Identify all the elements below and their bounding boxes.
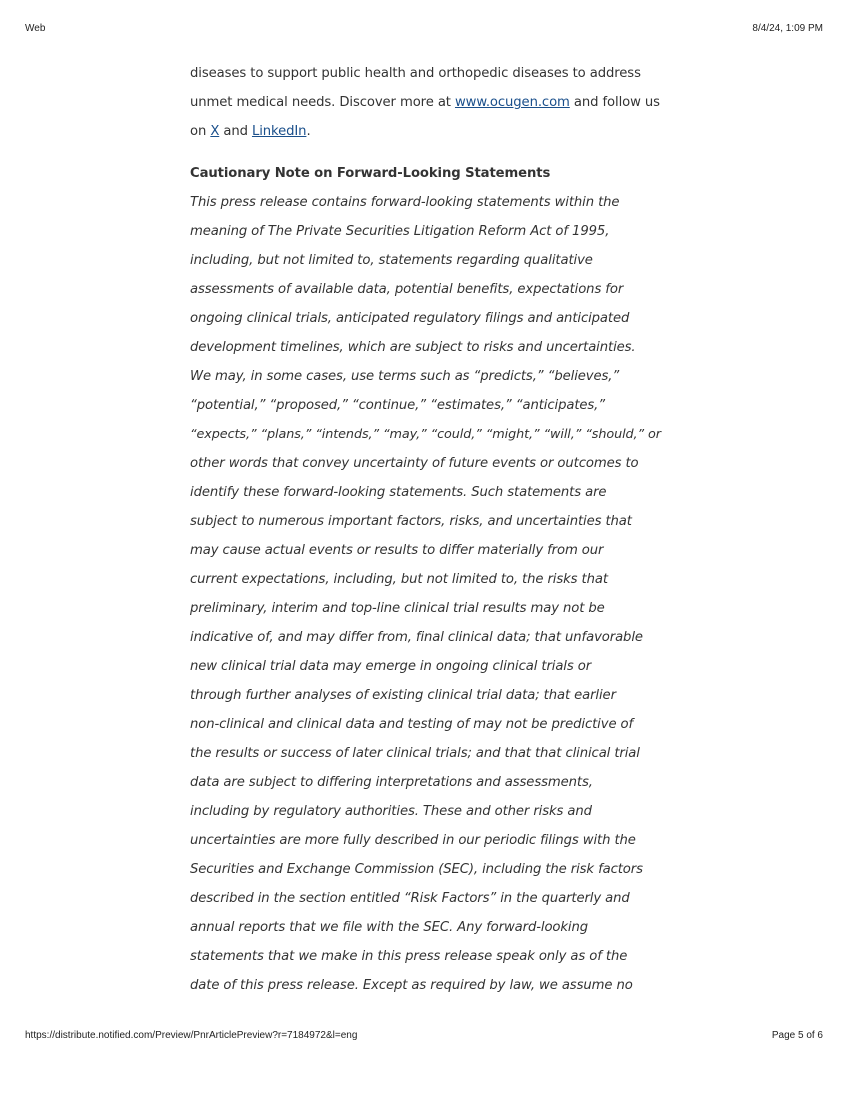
- cautionary-heading: Cautionary Note on Forward-Looking Statements: [190, 166, 551, 181]
- statement-line: subject to numerous important factors, risks, and uncertainties that: [190, 514, 632, 529]
- statement-line: preliminary, interim and top-line clinical trial results may not be: [190, 601, 605, 616]
- cautionary-statement: [190, 188, 665, 1000]
- statement-line: may cause actual events or results to differ materially from our: [190, 543, 604, 558]
- article-body: [190, 59, 665, 1000]
- statement-line: through further analyses of existing clinical trial data; that earlier: [190, 688, 616, 703]
- statement-line: identify these forward-looking statements. Such statements are: [190, 485, 607, 500]
- intro-text-2: and follow us on: [190, 95, 660, 139]
- statement-line: “potential,” “proposed,” “continue,” “estimates,” “anticipates,”: [190, 398, 606, 413]
- statement-line: date of this press release. Except as required by law, we assume no: [190, 978, 633, 993]
- intro-text-1: diseases to support public health and orthopedic diseases to address unmet medical needs. Discover more at: [190, 66, 641, 110]
- statement-line: including by regulatory authorities. These and other risks and: [190, 804, 592, 819]
- statement-line: including, but not limited to, statements regarding qualitative: [190, 253, 593, 268]
- statement-line: new clinical trial data may emerge in ongoing clinical trials or: [190, 659, 592, 674]
- statement-line: current expectations, including, but not limited to, the risks that: [190, 572, 608, 587]
- statement-line: development timelines, which are subject to risks and uncertainties.: [190, 340, 636, 355]
- x-link[interactable]: X: [210, 124, 220, 139]
- statement-line: the results or success of later clinical trials; and that that clinical trial: [190, 746, 640, 761]
- intro-paragraph: [190, 59, 660, 146]
- statement-line: meaning of The Private Securities Litigation Reform Act of 1995,: [190, 224, 610, 239]
- statement-line: uncertainties are more fully described in our periodic filings with the: [190, 833, 636, 848]
- statement-line: other words that convey uncertainty of future events or outcomes to: [190, 456, 639, 471]
- statement-line: non-clinical and clinical data and testing of may not be predictive of: [190, 717, 634, 732]
- statement-line: annual reports that we file with the SEC. Any forward-looking: [190, 920, 589, 935]
- linkedin-link[interactable]: LinkedIn: [251, 124, 307, 139]
- intro-text-4: .: [306, 124, 311, 139]
- statement-line: described in the section entitled “Risk Factors” in the quarterly and: [190, 891, 630, 906]
- statement-line: This press release contains forward-looking statements within the: [190, 195, 620, 210]
- statement-line: ongoing clinical trials, anticipated regulatory filings and anticipated: [190, 311, 630, 326]
- website-link[interactable]: www.ocugen.com: [454, 95, 570, 110]
- print-header-datetime: 8/4/24, 1:09 PM: [752, 23, 823, 34]
- print-footer-page-number: Page 5 of 6: [771, 1030, 823, 1041]
- statement-line: We may, in some cases, use terms such as “predicts,” “believes,”: [190, 369, 620, 384]
- statement-line: indicative of, and may differ from, final clinical data; that unfavorable: [190, 630, 643, 645]
- statement-line: data are subject to differing interpretations and assessments,: [190, 775, 593, 790]
- statement-line: “expects,” “plans,” “intends,” “may,” “could,” “might,” “will,” “should,” or: [190, 427, 661, 442]
- statement-line: Securities and Exchange Commission (SEC), including the risk factors: [190, 862, 643, 877]
- print-footer-url: https://distribute.notified.com/Preview/PnrArticlePreview?r=7184972&l=eng: [25, 1030, 358, 1041]
- statement-line: statements that we make in this press release speak only as of the: [190, 949, 628, 964]
- intro-text-3: and: [219, 124, 252, 139]
- print-header-source: Web: [25, 23, 46, 34]
- statement-line: assessments of available data, potential benefits, expectations for: [190, 282, 624, 297]
